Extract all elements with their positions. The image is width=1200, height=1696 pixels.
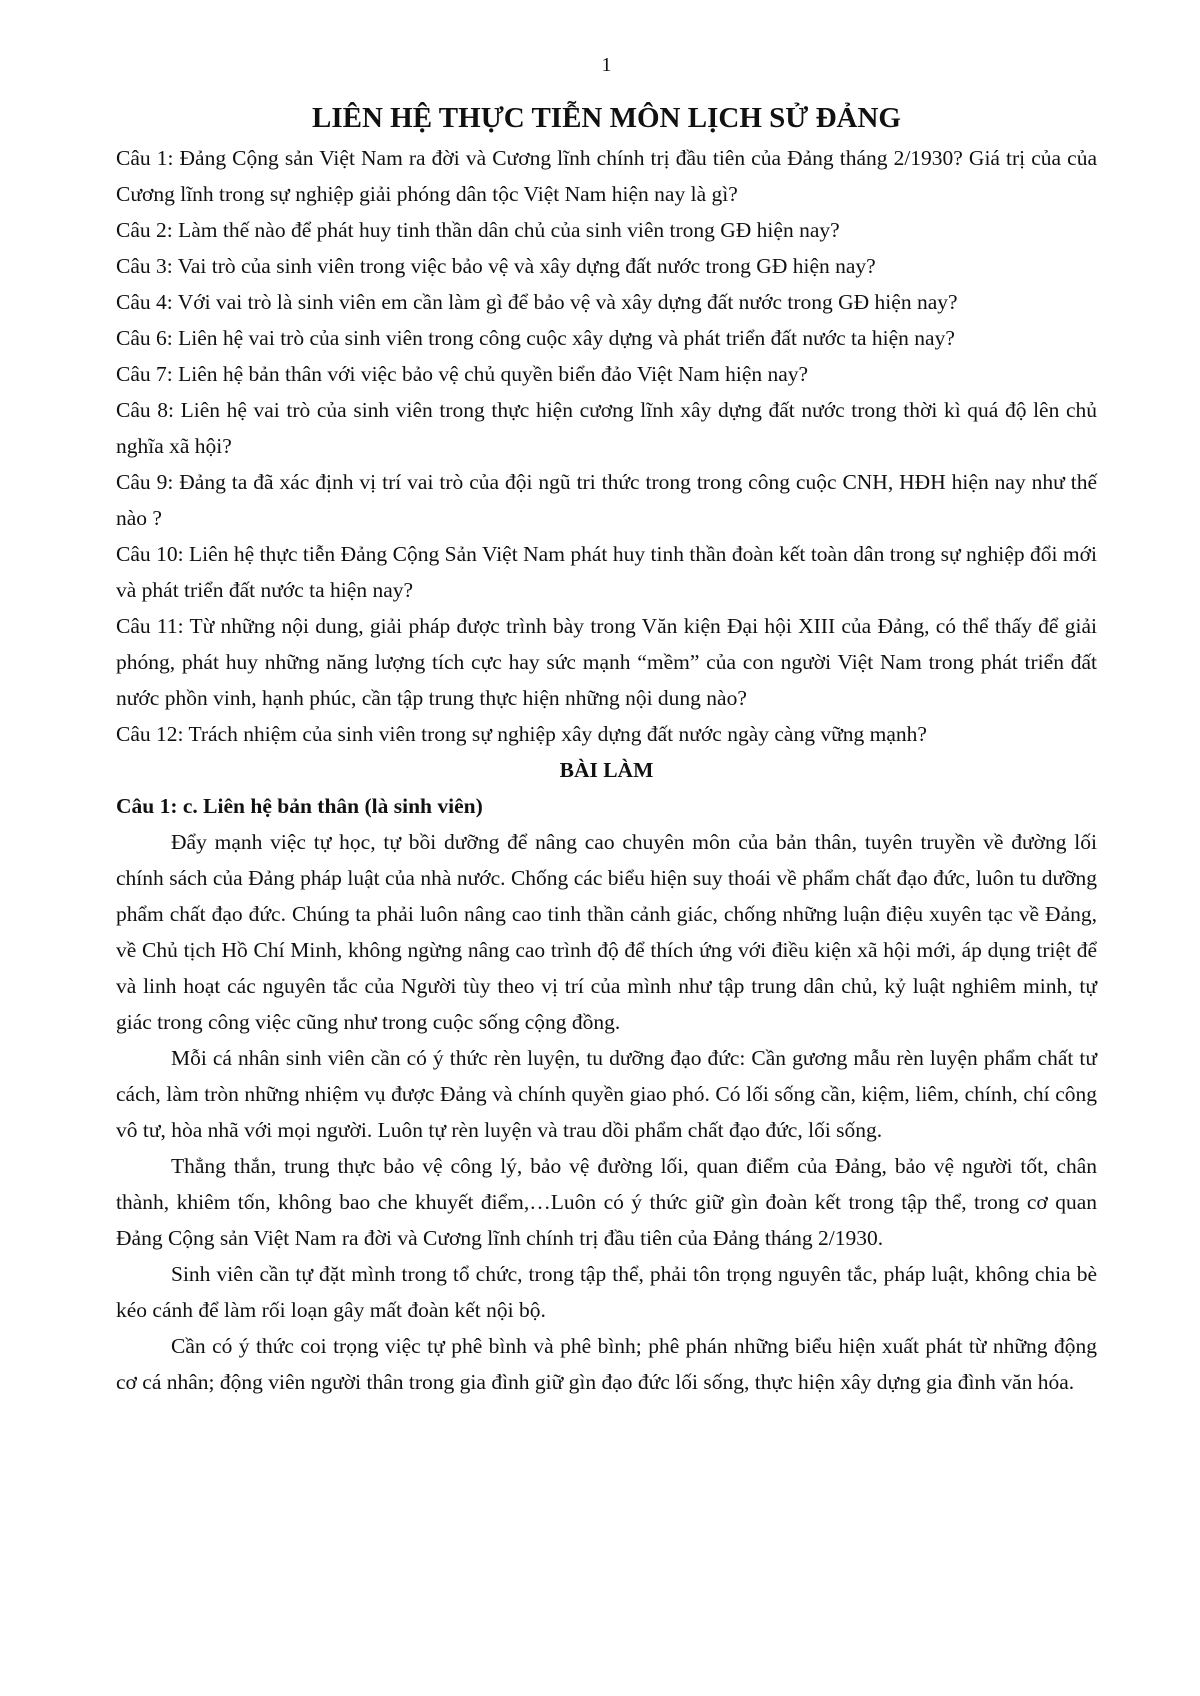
answer-body — [116, 824, 1097, 1400]
question-item: Câu 8: Liên hệ vai trò của sinh viên trong thực hiện cương lĩnh xây dựng đất nước trong thời kì quá độ lên chủ nghĩa xã hội? — [116, 398, 1097, 458]
question-item: Câu 9: Đảng ta đã xác định vị trí vai trò của đội ngũ tri thức trong trong công cuộc CNH, HĐH hiện nay như thế nào ? — [116, 470, 1097, 530]
section-title: BÀI LÀM — [559, 758, 654, 782]
body-paragraph: Cần có ý thức coi trọng việc tự phê bình và phê bình; phê phán những biểu hiện xuất phát từ những động cơ cá nhân; động viên người thân trong gia đình giữ gìn đạo đức lối sống, thực hiện xây dựng gia đình văn hóa. — [116, 1334, 1097, 1394]
question-item: Câu 12: Trách nhiệm của sinh viên trong sự nghiệp xây dựng đất nước ngày càng vững mạnh? — [116, 722, 927, 746]
answer-heading: Câu 1: c. Liên hệ bản thân (là sinh viên) — [116, 794, 483, 818]
question-item: Câu 6: Liên hệ vai trò của sinh viên trong công cuộc xây dựng và phát triển đất nước ta hiện nay? — [116, 326, 955, 350]
question-item: Câu 7: Liên hệ bản thân với việc bảo vệ chủ quyền biển đảo Việt Nam hiện nay? — [116, 362, 809, 386]
page-number: 1 — [601, 54, 612, 76]
body-paragraph: Đẩy mạnh việc tự học, tự bồi dưỡng để nâng cao chuyên môn của bản thân, tuyên truyền về đường lối chính sách của Đảng pháp luật của nhà nước. Chống các biểu hiện suy thoái về phẩm chất đạo đức, luôn tu dưỡng phẩm chất đạo đức. Chúng ta phải luôn nâng cao tinh thần cảnh giác, chống những luận điệu xuyên tạc về Đảng, về Chủ tịch Hồ Chí Minh, không ngừng nâng cao trình độ để thích ứng với điều kiện xã hội mới, áp dụng triệt để và linh hoạt các nguyên tắc của Người tùy theo vị trí của mình như tập trung dân chủ, kỷ luật nghiêm minh, tự giác trong công việc cũng như trong cuộc sống cộng đồng. — [116, 830, 1097, 1034]
body-paragraph: Mỗi cá nhân sinh viên cần có ý thức rèn luyện, tu dưỡng đạo đức: Cần gương mẫu rèn luyện phẩm chất tư cách, làm tròn những nhiệm vụ được Đảng và chính quyền giao phó. Có lối sống cần, kiệm, liêm, chính, chí công vô tư, hòa nhã với mọi người. Luôn tự rèn luyện và trau dồi phẩm chất đạo đức, lối sống. — [116, 1046, 1097, 1142]
question-item: Câu 11: Từ những nội dung, giải pháp được trình bày trong Văn kiện Đại hội XIII của Đảng, có thể thấy để giải phóng, phát huy những năng lượng tích cực hay sức mạnh “mềm” của con người Việt Nam trong phát triển đất nước phồn vinh, hạnh phúc, cần tập trung thực hiện những nội dung nào? — [116, 614, 1097, 710]
question-list — [116, 140, 1097, 752]
question-item: Câu 1: Đảng Cộng sản Việt Nam ra đời và Cương lĩnh chính trị đầu tiên của Đảng tháng 2/1930? Giá trị của của Cương lĩnh trong sự nghiệp giải phóng dân tộc Việt Nam hiện nay là gì? — [116, 146, 1097, 206]
body-paragraph: Thẳng thắn, trung thực bảo vệ công lý, bảo vệ đường lối, quan điểm của Đảng, bảo vệ người tốt, chân thành, khiêm tốn, không bao che khuyết điểm,…Luôn có ý thức giữ gìn đoàn kết trong tập thể, trong cơ quan Đảng Cộng sản Việt Nam ra đời và Cương lĩnh chính trị đầu tiên của Đảng tháng 2/1930. — [116, 1154, 1097, 1250]
question-item: Câu 10: Liên hệ thực tiễn Đảng Cộng Sản Việt Nam phát huy tinh thần đoàn kết toàn dân trong sự nghiệp đổi mới và phát triển đất nước ta hiện nay? — [116, 542, 1097, 602]
body-paragraph: Sinh viên cần tự đặt mình trong tổ chức, trong tập thể, phải tôn trọng nguyên tắc, pháp luật, không chia bè kéo cánh để làm rối loạn gây mất đoàn kết nội bộ. — [116, 1262, 1097, 1322]
question-item: Câu 2: Làm thế nào để phát huy tinh thần dân chủ của sinh viên trong GĐ hiện nay? — [116, 218, 840, 242]
document-title: LIÊN HỆ THỰC TIỄN MÔN LỊCH SỬ ĐẢNG — [312, 102, 901, 134]
question-item: Câu 3: Vai trò của sinh viên trong việc bảo vệ và xây dựng đất nước trong GĐ hiện nay? — [116, 254, 876, 278]
question-item: Câu 4: Với vai trò là sinh viên em cần làm gì để bảo vệ và xây dựng đất nước trong GĐ hiện nay? — [116, 290, 958, 314]
